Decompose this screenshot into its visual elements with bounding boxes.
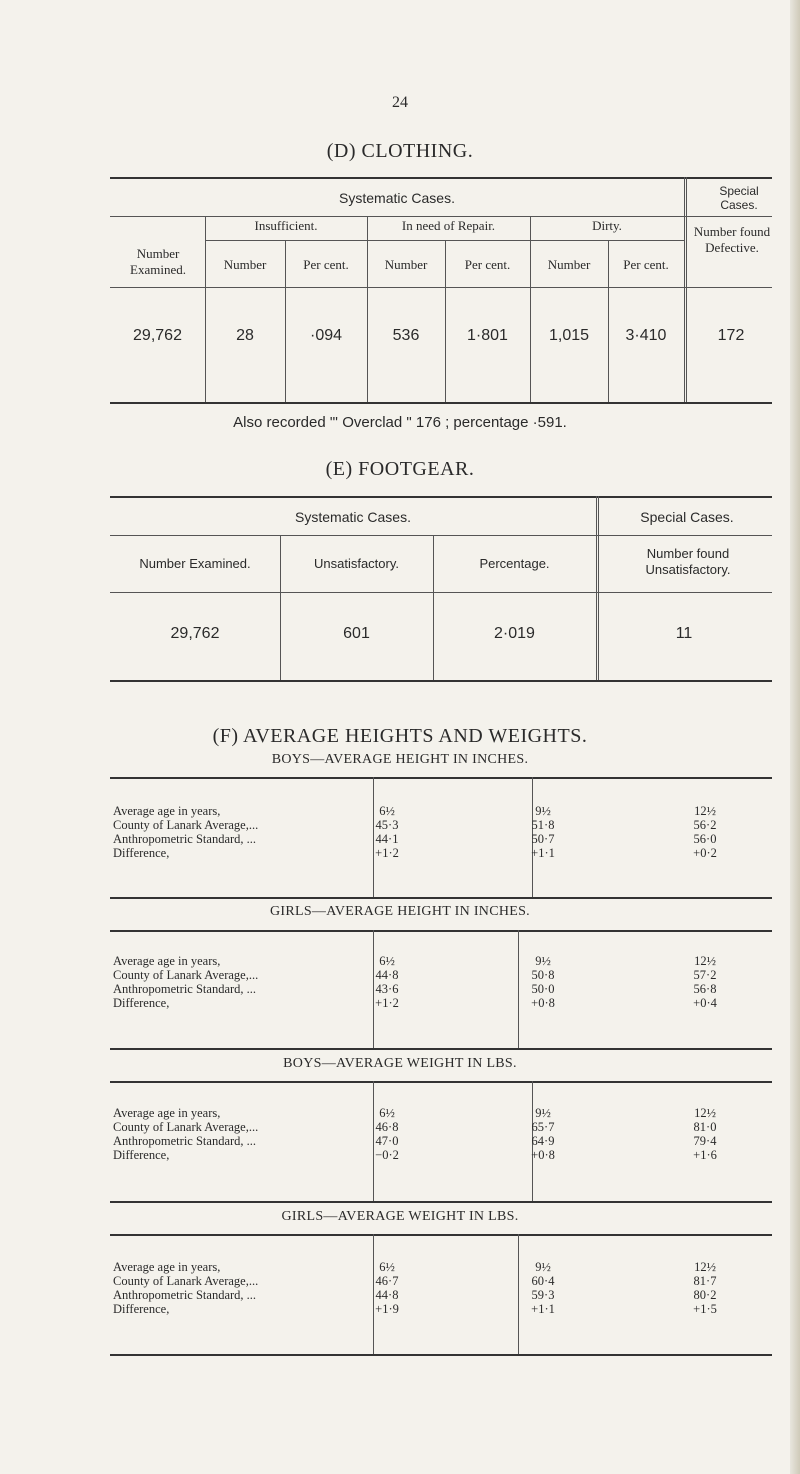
row-label-standard: Anthropometric Standard, ... <box>113 832 257 846</box>
difference-value: +0·2 <box>693 846 717 860</box>
footgear-number-examined-label: Number Examined. <box>139 556 251 571</box>
clothing-overclad-note: Also recorded "' Overclad " 176 ; percentage ·591. <box>233 414 567 431</box>
row-label-age: Average age in years, <box>113 1260 221 1274</box>
footgear-top-rule <box>110 496 772 498</box>
clothing-systematic-label: Systematic Cases. <box>339 190 455 206</box>
boys-height-subtitle: BOYS—AVERAGE HEIGHT IN INCHES. <box>271 752 529 767</box>
footgear-header-rule <box>110 535 772 536</box>
age-value: 9½ <box>535 804 551 818</box>
county-value: 50·8 <box>531 968 555 982</box>
footgear-number-examined: 29,762 <box>170 625 220 642</box>
clothing-col-line <box>205 216 206 402</box>
clothing-dirty-percent: 3·410 <box>625 327 667 344</box>
girls-weight-subtitle: GIRLS—AVERAGE WEIGHT IN LBS. <box>281 1209 519 1224</box>
county-value: 57·2 <box>693 968 717 982</box>
standard-value: 50·7 <box>531 832 555 846</box>
difference-value: +1·2 <box>375 846 399 860</box>
row-label-difference: Difference, <box>113 996 170 1010</box>
footgear-bottom-rule <box>110 680 772 682</box>
clothing-header-rule <box>110 216 772 217</box>
boys-weight-subtitle: BOYS—AVERAGE WEIGHT IN LBS. <box>283 1056 517 1071</box>
clothing-number-label: Number <box>547 257 591 272</box>
age-value: 12½ <box>694 954 716 968</box>
row-label-county: County of Lanark Average,... <box>113 1274 259 1288</box>
clothing-percent-label: Per cent. <box>303 257 349 272</box>
age-value: 9½ <box>535 1106 551 1120</box>
row-label-difference: Difference, <box>113 846 170 860</box>
age-value: 6½ <box>379 804 395 818</box>
standard-value: 56·8 <box>693 982 717 996</box>
clothing-number-examined: 29,762 <box>133 327 182 344</box>
difference-value: +1·9 <box>375 1302 399 1316</box>
standard-value: 44·1 <box>375 832 399 846</box>
county-value: 60·4 <box>531 1274 555 1288</box>
clothing-col-line <box>530 216 531 402</box>
county-value: 65·7 <box>531 1120 555 1134</box>
clothing-insufficient-label: Insufficient. <box>254 218 318 233</box>
age-value: 6½ <box>379 1260 395 1274</box>
table-top-rule <box>110 1081 772 1083</box>
clothing-repair-label: In need of Repair. <box>401 218 496 233</box>
row-label-county: County of Lanark Average,... <box>113 968 259 982</box>
difference-value: +1·1 <box>531 846 555 860</box>
difference-value: +0·8 <box>531 1148 555 1162</box>
clothing-insufficient-number: 28 <box>236 327 254 344</box>
clothing-bottom-rule <box>110 402 772 404</box>
county-value: 46·7 <box>375 1274 399 1288</box>
clothing-repair-percent: 1·801 <box>467 327 508 344</box>
footgear-systematic-label: Systematic Cases. <box>295 509 411 525</box>
county-value: 45·3 <box>375 818 399 832</box>
row-label-age: Average age in years, <box>113 954 221 968</box>
row-label-age: Average age in years, <box>113 1106 221 1120</box>
age-value: 9½ <box>535 954 551 968</box>
county-value: 56·2 <box>693 818 717 832</box>
county-value: 51·8 <box>531 818 555 832</box>
difference-value: +1·6 <box>693 1148 717 1162</box>
county-value: 46·8 <box>375 1120 399 1134</box>
row-label-county: County of Lanark Average,... <box>113 1120 259 1134</box>
clothing-special-divider <box>684 177 687 402</box>
standard-value: 59·3 <box>531 1288 555 1302</box>
footgear-body-rule <box>110 592 772 593</box>
standard-value: 56·0 <box>693 832 717 846</box>
standard-value: 79·4 <box>693 1134 717 1148</box>
table-bottom-rule <box>110 1048 772 1050</box>
clothing-top-rule <box>110 177 772 179</box>
difference-value: +1·2 <box>375 996 399 1010</box>
clothing-title: (D) CLOTHING. <box>326 140 474 162</box>
clothing-number-label: Number <box>384 257 428 272</box>
age-value: 12½ <box>694 1106 716 1120</box>
standard-value: 47·0 <box>375 1134 399 1148</box>
footgear-special-divider <box>596 496 599 680</box>
standard-value: 44·8 <box>375 1288 399 1302</box>
clothing-special-label: Special Cases. <box>719 184 759 212</box>
standard-value: 64·9 <box>531 1134 555 1148</box>
difference-value: −0·2 <box>375 1148 399 1162</box>
page-number: 24 <box>392 94 408 111</box>
difference-value: +1·1 <box>531 1302 555 1316</box>
clothing-number-examined-label: Number Examined. <box>130 246 186 277</box>
footgear-unsatisfactory-label: Unsatisfactory. <box>313 556 399 571</box>
averages-title: (F) AVERAGE HEIGHTS AND WEIGHTS. <box>212 725 588 747</box>
row-label-age: Average age in years, <box>113 804 221 818</box>
age-value: 6½ <box>379 1106 395 1120</box>
table-bottom-rule <box>110 897 772 899</box>
table-top-rule <box>110 777 772 779</box>
age-value: 12½ <box>694 1260 716 1274</box>
girls-height-subtitle: GIRLS—AVERAGE HEIGHT IN INCHES. <box>269 904 530 919</box>
clothing-dirty-number: 1,015 <box>548 327 590 344</box>
standard-value: 43·6 <box>375 982 399 996</box>
clothing-col-line <box>367 216 368 402</box>
difference-value: +0·8 <box>531 996 555 1010</box>
table-bottom-rule <box>110 1354 772 1356</box>
footgear-special-number-label: Number found Unsatisfactory. <box>645 546 731 577</box>
row-label-county: County of Lanark Average,... <box>113 818 259 832</box>
clothing-defective-label: Number found Defective. <box>693 224 771 255</box>
county-value: 81·7 <box>693 1274 717 1288</box>
county-value: 44·8 <box>375 968 399 982</box>
table-top-rule <box>110 1234 772 1236</box>
footgear-special-label: Special Cases. <box>640 509 734 525</box>
table-top-rule <box>110 930 772 932</box>
footgear-special-unsatisfactory: 11 <box>675 625 693 642</box>
row-label-standard: Anthropometric Standard, ... <box>113 1288 257 1302</box>
age-value: 9½ <box>535 1260 551 1274</box>
clothing-number-label: Number <box>223 257 267 272</box>
footgear-unsatisfactory: 601 <box>343 625 370 642</box>
clothing-defective-number: 172 <box>717 327 745 344</box>
footgear-percentage: 2·019 <box>494 625 535 642</box>
standard-value: 80·2 <box>693 1288 717 1302</box>
difference-value: +1·5 <box>693 1302 717 1316</box>
standard-value: 50·0 <box>531 982 555 996</box>
table-bottom-rule <box>110 1201 772 1203</box>
difference-value: +0·4 <box>693 996 717 1010</box>
row-label-difference: Difference, <box>113 1302 170 1316</box>
clothing-insufficient-percent: ·094 <box>309 327 343 344</box>
footgear-title: (E) FOOTGEAR. <box>325 458 475 480</box>
clothing-percent-label: Per cent. <box>623 257 669 272</box>
row-label-standard: Anthropometric Standard, ... <box>113 982 257 996</box>
county-value: 81·0 <box>693 1120 717 1134</box>
row-label-difference: Difference, <box>113 1148 170 1162</box>
row-label-standard: Anthropometric Standard, ... <box>113 1134 257 1148</box>
clothing-body-rule <box>110 287 772 288</box>
age-value: 12½ <box>694 804 716 818</box>
clothing-dirty-label: Dirty. <box>592 218 622 233</box>
clothing-repair-number: 536 <box>392 327 420 344</box>
clothing-percent-label: Per cent. <box>464 257 511 272</box>
age-value: 6½ <box>379 954 395 968</box>
footgear-percentage-label: Percentage. <box>479 556 550 571</box>
